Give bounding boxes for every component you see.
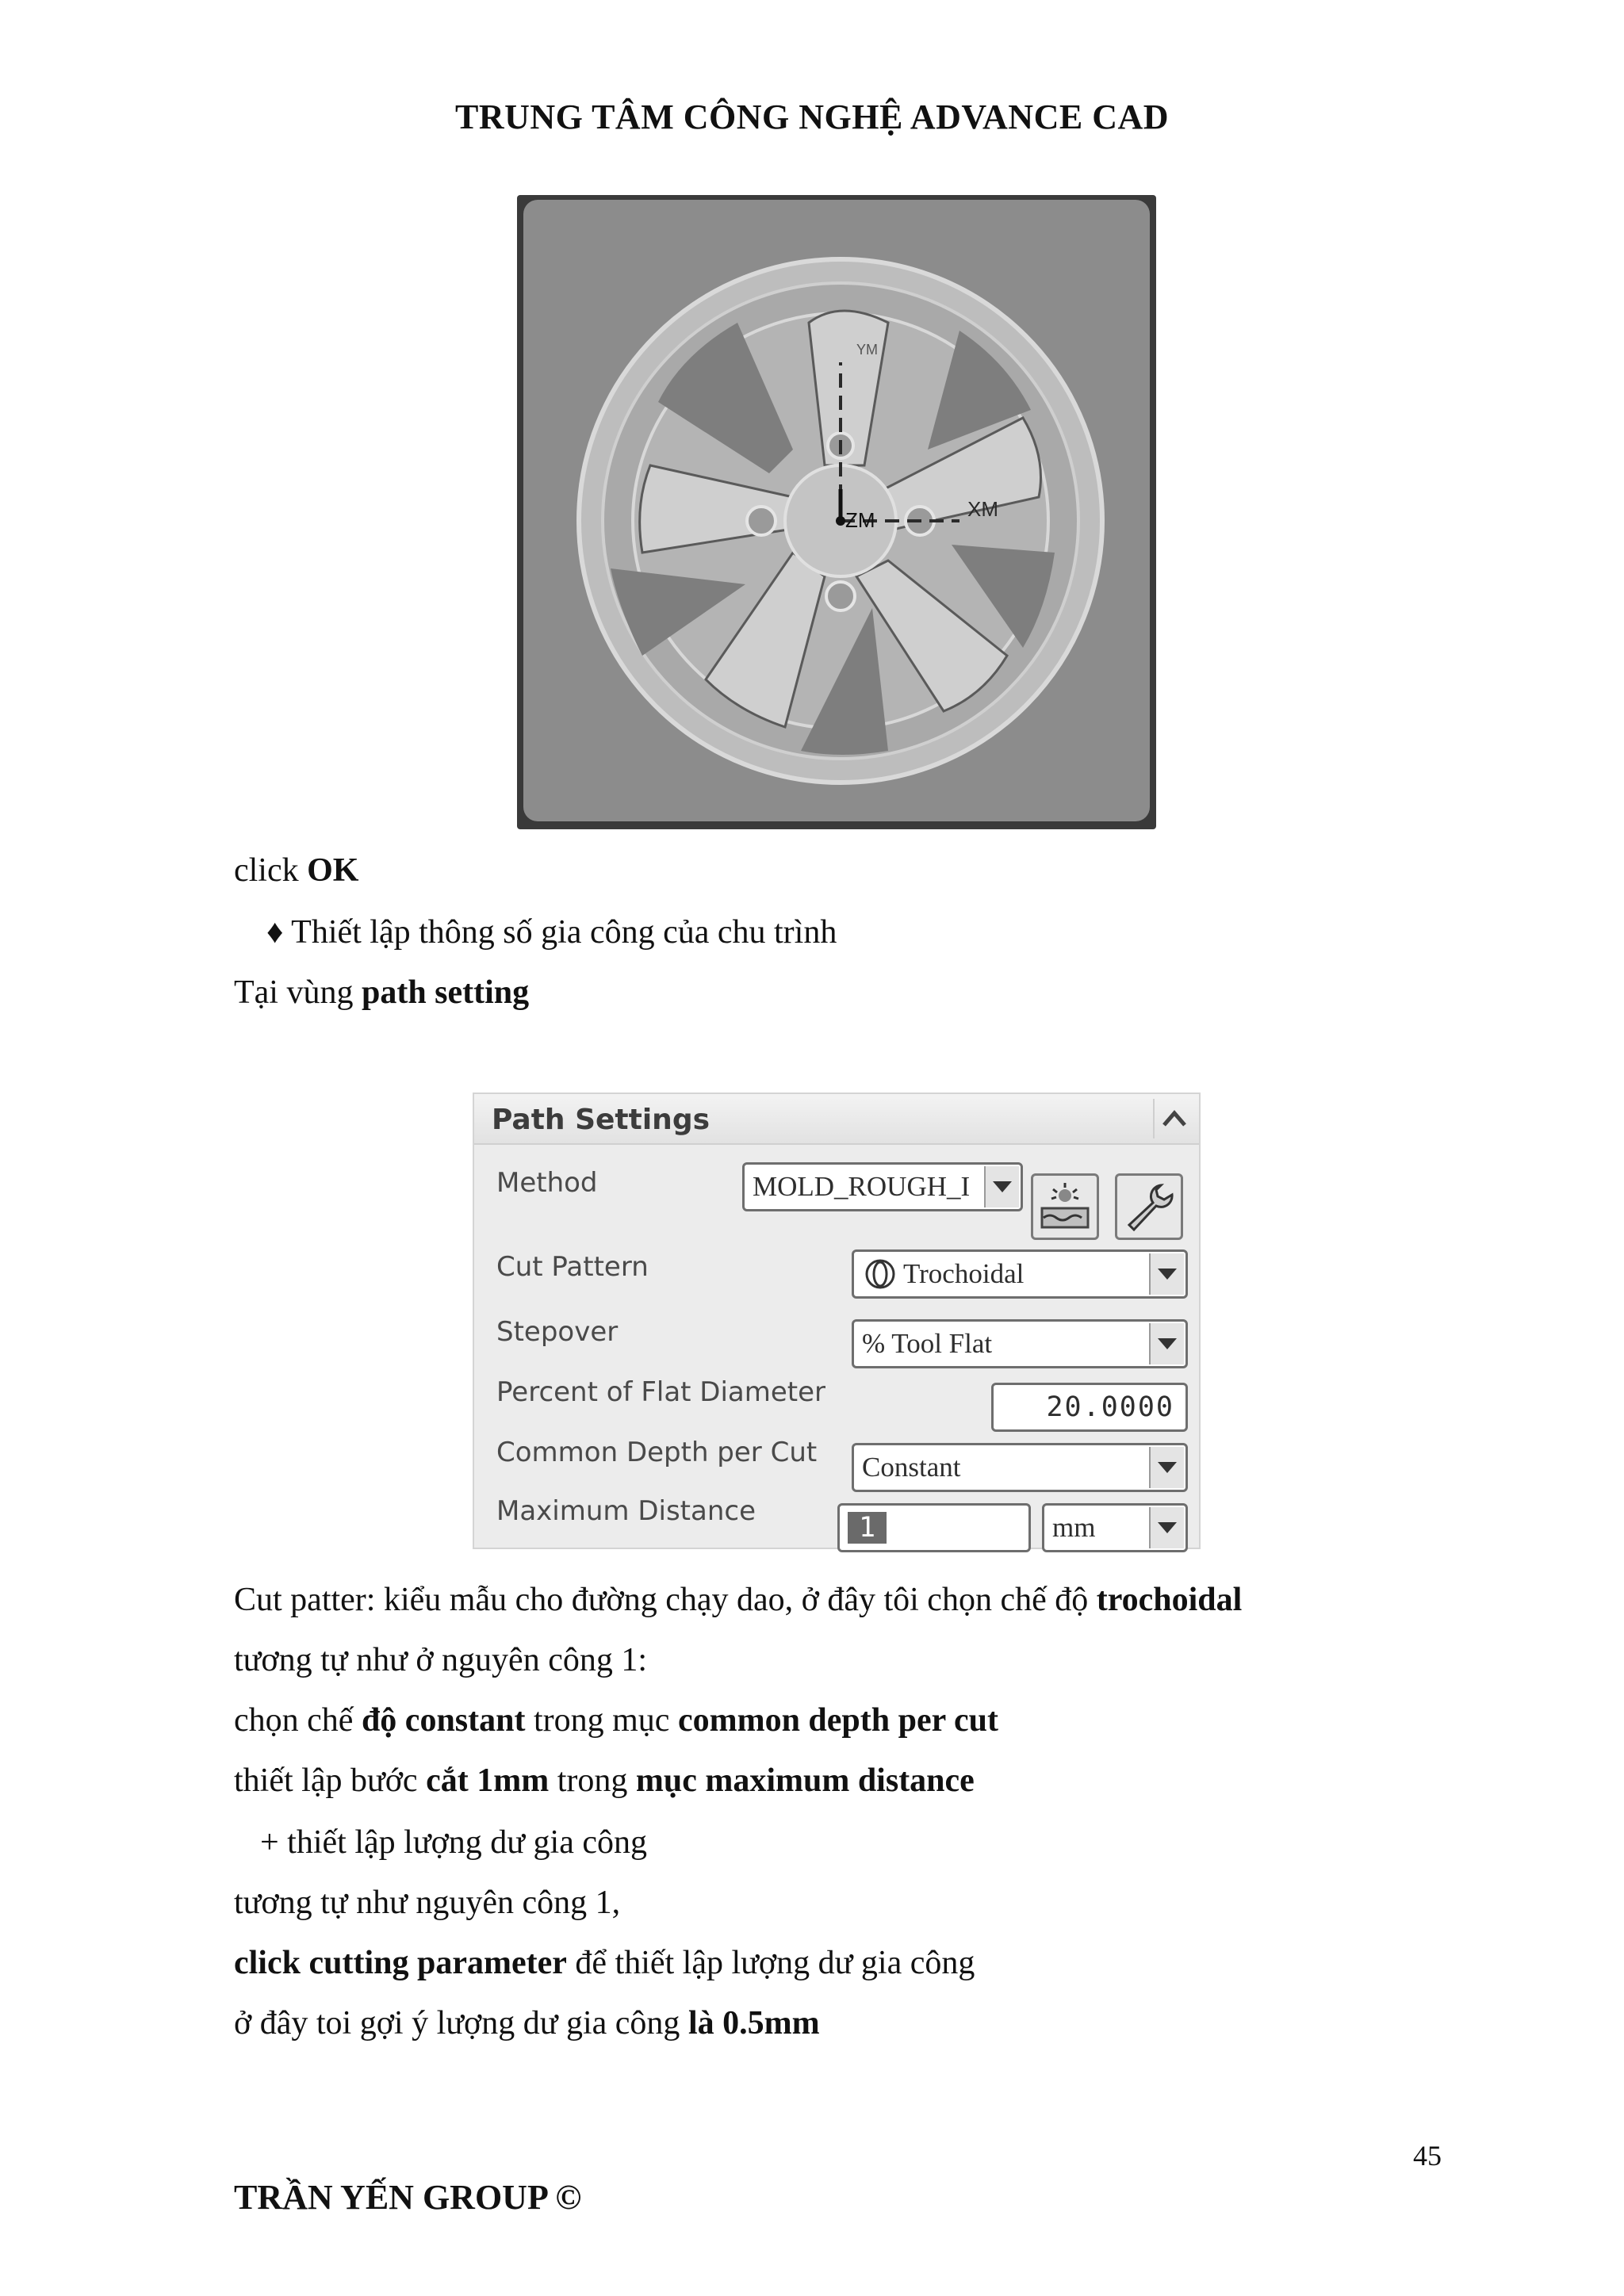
cut-pattern-label: Cut Pattern — [496, 1251, 649, 1283]
stepover-select[interactable]: % Tool Flat — [852, 1319, 1188, 1368]
cut-pattern-dropdown-button[interactable] — [1149, 1253, 1184, 1295]
method-select[interactable]: MOLD_ROUGH_I — [742, 1162, 1023, 1211]
text-similar-op1: tương tự như ở nguyên công 1: — [234, 1642, 648, 1678]
edit-method-button[interactable] — [1031, 1173, 1099, 1240]
footer-brand: TRẦN YẾN GROUP © — [234, 2178, 582, 2217]
maximum-distance-value: 1 — [848, 1512, 887, 1544]
panel-header[interactable] — [474, 1094, 1199, 1145]
common-depth-select[interactable]: Constant — [852, 1443, 1188, 1492]
axis-y-label: YM — [856, 342, 878, 358]
unit-dropdown-button[interactable] — [1149, 1507, 1184, 1548]
chevron-down-icon — [1157, 1521, 1178, 1534]
text-stock-allowance: + thiết lập lượng dư gia công — [260, 1824, 648, 1861]
maximum-distance-unit-select[interactable]: mm — [1042, 1503, 1188, 1552]
wrench-icon — [1123, 1181, 1175, 1233]
percent-flat-diameter-label: Percent of Flat Diameter — [496, 1376, 826, 1408]
chevron-down-icon — [1157, 1337, 1178, 1350]
chevron-up-icon — [1162, 1110, 1187, 1127]
text-similar-op1-b: tương tự như nguyên công 1, — [234, 1885, 621, 1921]
page-number: 45 — [1413, 2140, 1442, 2172]
text-cutting-parameter: click cutting parameter để thiết lập lượng dư gia công — [234, 1945, 975, 1981]
text-region: Tại vùng path setting — [234, 974, 530, 1011]
axis-z-label: ZM — [845, 508, 875, 532]
wheel-model-image — [517, 195, 1156, 829]
chevron-down-icon — [1157, 1268, 1178, 1280]
page-header-title: TRUNG TÂM CÔNG NGHỆ ADVANCE CAD — [454, 98, 1170, 136]
common-depth-label: Common Depth per Cut — [496, 1437, 818, 1468]
method-display-icon — [1037, 1181, 1093, 1232]
wrench-settings-button[interactable] — [1115, 1173, 1183, 1240]
percent-flat-diameter-input[interactable]: 20.0000 — [991, 1383, 1188, 1432]
chevron-down-icon — [992, 1181, 1013, 1193]
chevron-down-icon — [1157, 1461, 1178, 1474]
wheel-drawing — [523, 200, 1150, 821]
maximum-distance-input[interactable] — [837, 1503, 1031, 1552]
panel-title: Path Settings — [492, 1104, 710, 1136]
trochoidal-icon — [862, 1258, 898, 1290]
stepover-dropdown-button[interactable] — [1149, 1323, 1184, 1364]
stepover-label: Stepover — [496, 1316, 619, 1348]
maximum-distance-label: Maximum Distance — [496, 1495, 756, 1527]
wheel-viewport — [523, 200, 1150, 821]
axis-x-label: XM — [967, 497, 998, 521]
text-max-distance: thiết lập bước cắt 1mm trong mục maximum distance — [234, 1762, 975, 1799]
collapse-button[interactable] — [1153, 1099, 1194, 1138]
common-depth-dropdown-button[interactable] — [1149, 1447, 1184, 1488]
text-suggest-allowance: ở đây toi gợi ý lượng dư gia công là 0.5mm — [234, 2005, 820, 2042]
cut-pattern-select[interactable]: Trochoidal — [852, 1249, 1188, 1299]
bullet-setup: ♦ Thiết lập thông số gia công của chu trình — [266, 914, 837, 951]
method-dropdown-button[interactable] — [984, 1166, 1019, 1207]
method-label: Method — [496, 1167, 598, 1199]
text-click-ok: click OK — [234, 852, 359, 889]
text-constant: chọn chế độ constant trong mục common depth per cut — [234, 1702, 998, 1739]
text-cut-pattern: Cut patter: kiểu mẫu cho đường chạy dao, ở đây tôi chọn chế độ trochoidal — [234, 1582, 1243, 1618]
